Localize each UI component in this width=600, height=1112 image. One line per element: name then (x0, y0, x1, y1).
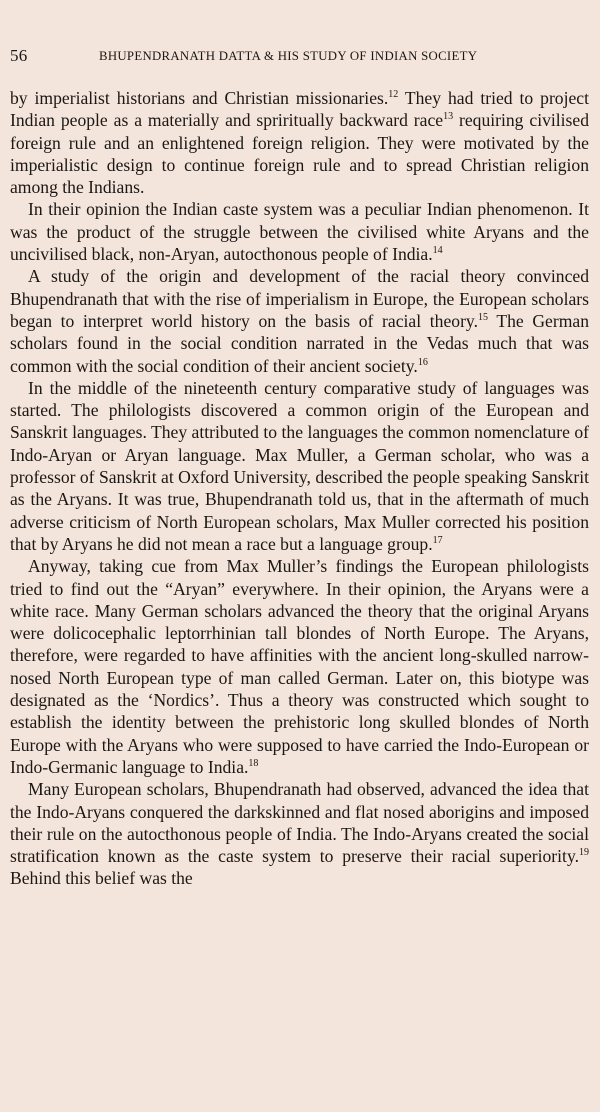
paragraph-text: In their opinion the Indian caste system was a peculiar Indian phenomenon. It was the product of the struggle between the civilised white Aryans and the uncivilised black, non-Aryan, autocthonous people of India. (10, 199, 589, 265)
paragraph-text: The German scholars found in the social condition narrated in the Vedas much that was common with the social condition of their ancient society. (10, 310, 589, 376)
paragraph-text: They had tried to project Indian people as a materially and spriritually backward race (10, 88, 589, 131)
footnote-marker: 19 (579, 847, 589, 859)
running-title: BHUPENDRANATH DATTA & HIS STUDY OF INDIAN SOCIETY (99, 49, 478, 63)
paragraph-text: Many European scholars, Bhupendranath had observed, advanced the idea that the Indo-Aryans conquered the darkskinned and flat nosed aborigins and imposed their rule on the autocthonous people of India. The Indo-Aryans created the social stratification known as the caste system to preserve their racial superiority. (10, 779, 589, 867)
paragraph-text: A study of the origin and development of the racial theory convinced Bhupendranath that with the rise of imperialism in Europe, the European scholars began to interpret world history on the basis of racial theory. (10, 266, 589, 331)
footnote-marker: 18 (248, 758, 259, 770)
page-number: 56 (10, 46, 28, 65)
paragraph (10, 198, 589, 265)
footnote-marker: 13 (443, 111, 454, 123)
paragraph-text: In the middle of the nineteenth century comparative study of languages was started. The philologists discovered a common origin of the European and Sanskrit languages. They attributed to the languages the common nomenclature of Indo-Aryan or Aryan language. Max Muller, a German scholar, who was a professor of Sanskrit at Oxford University, described the people speaking Sanskrit as the Aryans. It was true, Bhupendranath told us, that in the aftermath of much adverse criticism of North European scholars, Max Muller corrected his position that by Aryans he did not mean a race but a language group. (10, 377, 589, 554)
paragraph-text: by imperialist historians and Christian missionaries. (10, 88, 389, 108)
paragraph (10, 87, 589, 198)
paragraph-text: Behind this belief was the (10, 868, 193, 889)
footnote-marker: 17 (432, 535, 443, 547)
footnote-marker: 12 (388, 89, 399, 101)
paragraph (10, 377, 589, 555)
footnote-marker: 15 (477, 312, 488, 324)
footnote-marker: 16 (417, 356, 428, 368)
paragraph-text: requiring civilised foreign rule and an enlightened foreign religion. They were motivated by the imperialistic design to continue foreign rule and to spread Christian religion among the Indians. (10, 110, 589, 198)
paragraph (10, 778, 589, 889)
paragraph-text: Anyway, taking cue from Max Muller’s findings the European philologists tried to find out the “Aryan” everywhere. In their opinion, the Aryans were a white race. Many German scholars advanced the theory that the original Aryans were dolicocephalic leptorrhinian tall blondes of North Europe. The Aryans, therefore, were regarded to have affinities with the ancient long-skulled narrow-nosed North European type of man called German. Later on, this biotype was designated as the ‘Nordics’. Thus a theory was constructed which sought to establish the identity between the prehistoric long skulled blondes of North Europe with the Aryans who were supposed to have carried the Indo-European or Indo-Germanic language to India. (10, 556, 589, 777)
footnote-marker: 14 (432, 245, 443, 257)
paragraph (10, 265, 589, 376)
body-text (10, 87, 589, 890)
paragraph (10, 555, 589, 778)
running-head (10, 46, 589, 70)
